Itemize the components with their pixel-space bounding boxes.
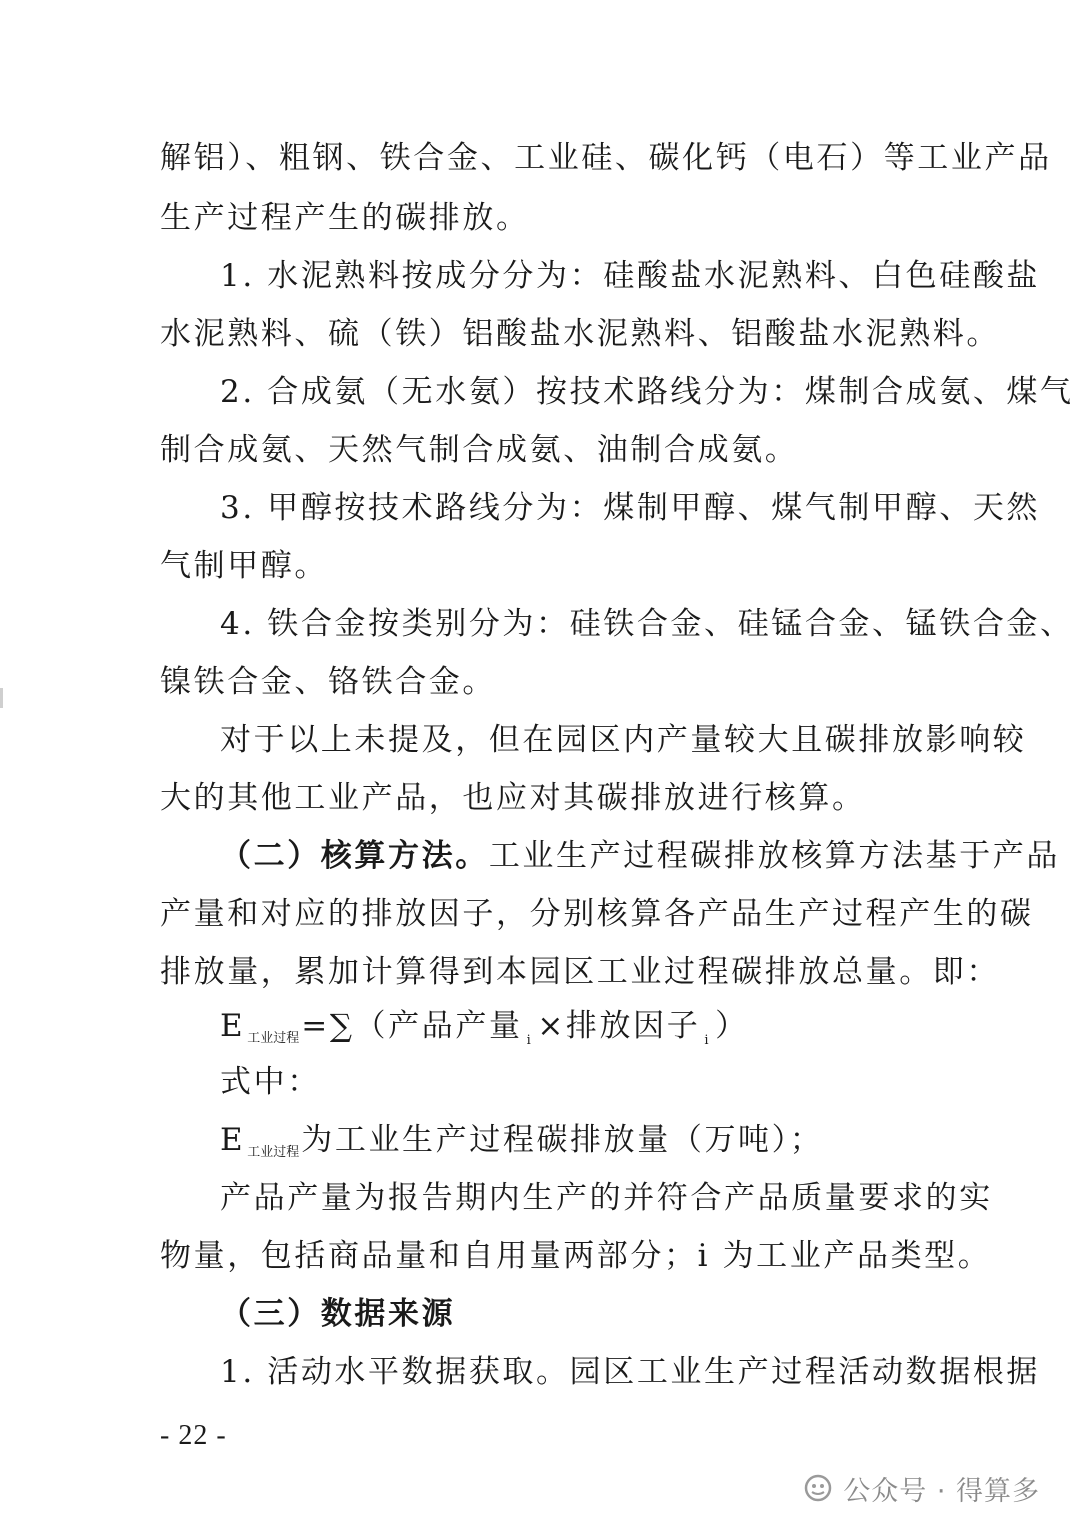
definition-subscript: 工业过程 — [247, 1145, 300, 1160]
formula-close: ） — [715, 1008, 749, 1044]
definition-e: E — [220, 1122, 246, 1158]
formula-eq: =∑（产品产量 — [301, 1008, 523, 1044]
paragraph-line: 解铝）、粗钢、铁合金、工业硅、碳化钙（电石）等工业产品 — [160, 140, 1052, 176]
paragraph-line: 4. 铁合金按类别分为：硅铁合金、硅锰合金、锰铁合金、 — [220, 606, 1074, 642]
formula-subscript: 工业过程 — [247, 1031, 300, 1046]
paragraph-line: 产品产量为报告期内生产的并符合产品质量要求的实 — [220, 1180, 993, 1216]
page-number: - 22 - — [160, 1420, 227, 1451]
paragraph-line: 1. 水泥熟料按成分分为：硅酸盐水泥熟料、白色硅酸盐 — [220, 258, 1041, 294]
section-heading-line — [220, 836, 1061, 876]
formula-e: E — [220, 1008, 246, 1044]
paragraph-text: 工业生产过程碳排放核算方法基于产品 — [488, 838, 1061, 874]
definition-text: 为工业生产过程碳排放量（万吨）； — [301, 1122, 824, 1158]
formula-index: i — [526, 1033, 534, 1048]
formula-index: i — [704, 1033, 712, 1048]
paragraph-line: 水泥熟料、硫（铁）铝酸盐水泥熟料、铝酸盐水泥熟料。 — [160, 316, 1000, 352]
paragraph-line: 镍铁合金、铬铁合金。 — [160, 664, 496, 700]
paragraph-line: 气制甲醇。 — [160, 548, 328, 584]
paragraph-line: 制合成氨、天然气制合成氨、油制合成氨。 — [160, 432, 799, 468]
paragraph-line: 对于以上未提及，但在园区内产量较大且碳排放影响较 — [220, 722, 1027, 758]
watermark — [803, 1468, 1040, 1508]
paragraph-line: 产量和对应的排放因子，分别核算各产品生产过程产生的碳 — [160, 896, 1034, 932]
paragraph-line: 2. 合成氨（无水氨）按技术路线分为：煤制合成氨、煤气 — [220, 374, 1074, 410]
paragraph-line: 排放量，累加计算得到本园区工业过程碳排放总量。即： — [160, 954, 1000, 990]
wechat-search-icon — [803, 1473, 833, 1503]
where-label: 式中： — [220, 1064, 321, 1100]
paragraph-line: 3. 甲醇按技术路线分为：煤制甲醇、煤气制甲醇、天然 — [220, 490, 1041, 526]
section-heading: （三）数据来源 — [220, 1296, 456, 1332]
paragraph-line: 1. 活动水平数据获取。园区工业生产过程活动数据根据 — [220, 1354, 1041, 1390]
formula-mid: ×排放因子 — [537, 1008, 701, 1044]
paragraph-line: 生产过程产生的碳排放。 — [160, 200, 530, 236]
paragraph-line: 物量，包括商品量和自用量两部分；i 为工业产品类型。 — [160, 1238, 992, 1274]
watermark-text: 公众号 · 得算多 — [843, 1475, 1040, 1507]
paragraph-line: 大的其他工业产品，也应对其碳排放进行核算。 — [160, 780, 866, 816]
definition-line — [220, 1120, 920, 1167]
section-heading: （二）核算方法。 — [220, 838, 489, 874]
edge-mark — [0, 688, 3, 708]
formula — [220, 1006, 920, 1053]
